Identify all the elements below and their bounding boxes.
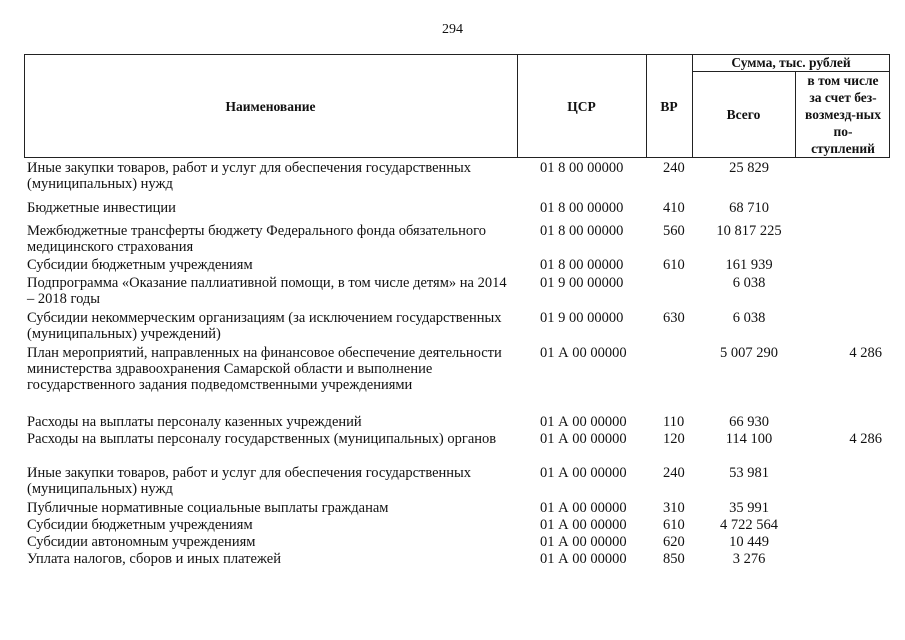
row-name: Субсидии некоммерческим организациям (за исключением государственных (муниципальных) учреждений) [27,310,502,342]
row-vr: 240 [663,465,685,481]
row-vr: 850 [663,551,685,567]
row-total: 35 991 [729,500,769,516]
row-name: Межбюджетные трансферты бюджету Федерального фонда обязательного медицинского страхования [27,223,486,255]
row-total: 114 100 [725,431,773,447]
row-name: Расходы на выплаты персоналу казенных учреждений [27,414,362,430]
row-total: 66 930 [729,414,769,430]
row-total: 10 817 225 [716,223,782,239]
row-vr: 610 [663,517,685,533]
row-vr: 560 [663,223,685,239]
row-csr: 01 9 00 00000 [540,310,624,326]
row-gratuitous: 4 286 [849,431,882,447]
row-total: 5 007 290 [720,345,778,361]
row-vr: 240 [663,160,685,176]
header-total: Всего [726,107,761,122]
row-vr: 410 [663,200,685,216]
row-vr: 310 [663,500,685,516]
row-vr: 110 [663,414,685,430]
row-name: Субсидии бюджетным учреждениям [27,257,253,273]
row-csr: 01 А 00 00000 [540,500,627,516]
row-total: 10 449 [729,534,769,550]
row-total: 6 038 [732,310,766,326]
row-total: 161 939 [725,257,773,273]
row-name: Расходы на выплаты персоналу государственных (муниципальных) органов [27,431,497,447]
row-vr: 120 [663,431,685,447]
row-total: 68 710 [729,200,769,216]
header-vr: ВР [660,98,678,114]
row-name: Бюджетные инвестиции [27,200,176,216]
row-name: Уплата налогов, сборов и иных платежей [27,551,281,567]
row-total: 3 276 [732,551,766,567]
row-total: 25 829 [729,160,769,176]
row-csr: 01 А 00 00000 [540,551,627,567]
header-gratuitous: в том числе за счет без-возмезд-ных по-ступлений [805,73,881,156]
row-name: Публичные нормативные социальные выплаты гражданам [27,500,389,516]
row-gratuitous: 4 286 [849,345,882,361]
row-vr: 620 [663,534,685,550]
row-csr: 01 А 00 00000 [540,345,627,361]
row-csr: 01 8 00 00000 [540,223,624,239]
row-name: Субсидии бюджетным учреждениям [27,517,253,533]
row-name: Подпрограмма «Оказание паллиативной помощи, в том числе детям» на 2014 – 2018 годы [27,275,507,307]
row-csr: 01 А 00 00000 [540,431,627,447]
row-vr: 610 [663,257,685,273]
row-name: Иные закупки товаров, работ и услуг для обеспечения государственных (муниципальных) нужд [27,160,472,192]
row-csr: 01 А 00 00000 [540,465,627,481]
table-header [24,54,890,158]
row-csr: 01 9 00 00000 [540,275,624,291]
row-csr: 01 8 00 00000 [540,160,624,176]
row-total: 4 722 564 [720,517,778,533]
header-csr: ЦСР [567,98,596,114]
row-name: Иные закупки товаров, работ и услуг для обеспечения государственных (муниципальных) нужд [27,465,472,497]
row-total: 6 038 [732,275,766,291]
row-csr: 01 А 00 00000 [540,534,627,550]
header-name: Наименование [225,98,316,114]
row-csr: 01 А 00 00000 [540,414,627,430]
page-number: 294 [442,22,463,37]
row-name: План мероприятий, направленных на финансовое обеспечение деятельности министерства здравоохранения Самарской области и выполнение государственного задания подведомственными учреждениями [27,345,502,393]
row-name: Субсидии автономным учреждениям [27,534,256,550]
row-csr: 01 8 00 00000 [540,257,624,273]
row-csr: 01 А 00 00000 [540,517,627,533]
row-csr: 01 8 00 00000 [540,200,624,216]
row-vr: 630 [663,310,685,326]
row-total: 53 981 [729,465,769,481]
header-sum-group: Сумма, тыс. рублей [731,55,851,70]
